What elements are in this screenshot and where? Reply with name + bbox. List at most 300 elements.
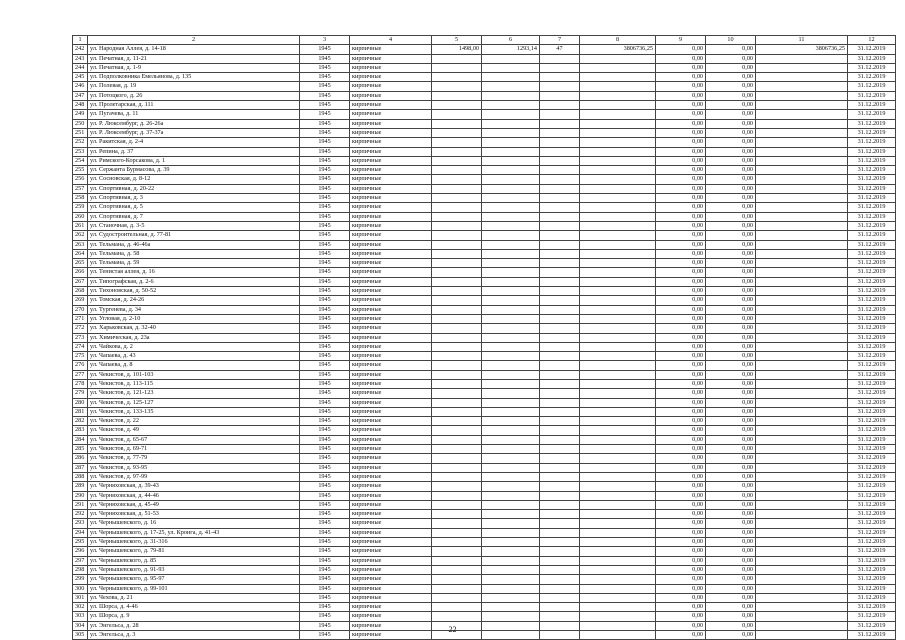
cost-cell	[580, 538, 656, 547]
address-cell: ул. Чернышевского, д. 79-81	[88, 547, 300, 556]
address-cell: ул. Пугачева, д. 11	[88, 110, 300, 119]
residents-cell	[540, 203, 580, 212]
address-cell: ул. Тельмана, д. 59	[88, 259, 300, 268]
row-number-cell: 272	[73, 324, 88, 333]
cost-cell	[580, 203, 656, 212]
cost-cell	[580, 175, 656, 184]
row-number-cell: 288	[73, 472, 88, 481]
fund-1-cell: 0,00	[656, 472, 706, 481]
total-area-cell	[432, 352, 482, 361]
total-cost-cell	[756, 417, 848, 426]
total-area-cell	[432, 166, 482, 175]
fund-2-cell: 0,00	[706, 91, 756, 100]
address-cell: ул. Римского-Корсакова, д. 1	[88, 156, 300, 165]
year-built-cell: 1945	[300, 119, 350, 128]
address-cell: ул. Черняховская, д. 45-49	[88, 500, 300, 509]
total-area-cell	[432, 482, 482, 491]
row-number-cell: 246	[73, 82, 88, 91]
address-cell: ул. Сержанта Бурмасова, д. 39	[88, 166, 300, 175]
row-number-cell: 291	[73, 500, 88, 509]
living-area-cell	[482, 63, 540, 72]
living-area-cell	[482, 593, 540, 602]
residents-cell	[540, 73, 580, 82]
deadline-cell: 31.12.2019	[848, 603, 896, 612]
cost-cell	[580, 370, 656, 379]
total-cost-cell	[756, 593, 848, 602]
address-cell: ул. Чапаева, д. 43	[88, 352, 300, 361]
living-area-cell	[482, 389, 540, 398]
total-cost-cell	[756, 491, 848, 500]
row-number-cell: 245	[73, 73, 88, 82]
col-header-5: 5	[432, 36, 482, 45]
deadline-cell: 31.12.2019	[848, 454, 896, 463]
deadline-cell: 31.12.2019	[848, 575, 896, 584]
fund-2-cell: 0,00	[706, 314, 756, 323]
fund-1-cell: 0,00	[656, 203, 706, 212]
fund-1-cell: 0,00	[656, 519, 706, 528]
table-row	[73, 101, 896, 110]
wall-material-cell: кирпичные	[350, 342, 432, 351]
cost-cell	[580, 249, 656, 258]
row-number-cell: 286	[73, 454, 88, 463]
address-cell: ул. Энгельса, д. 3	[88, 631, 300, 640]
wall-material-cell: кирпичные	[350, 445, 432, 454]
residents-cell	[540, 277, 580, 286]
fund-2-cell: 0,00	[706, 166, 756, 175]
table-row	[73, 426, 896, 435]
row-number-cell: 294	[73, 528, 88, 537]
wall-material-cell: кирпичные	[350, 491, 432, 500]
address-cell: ул. Чекистов, д. 125-127	[88, 398, 300, 407]
row-number-cell: 273	[73, 333, 88, 342]
wall-material-cell: кирпичные	[350, 538, 432, 547]
total-cost-cell	[756, 268, 848, 277]
total-area-cell	[432, 407, 482, 416]
total-area-cell	[432, 296, 482, 305]
deadline-cell: 31.12.2019	[848, 370, 896, 379]
year-built-cell: 1945	[300, 212, 350, 221]
total-area-cell: 1498,00	[432, 45, 482, 54]
address-cell: ул. Тельмана, д. 46-46а	[88, 240, 300, 249]
address-cell: ул. Чекистов, д. 133-135	[88, 407, 300, 416]
table-row	[73, 138, 896, 147]
living-area-cell	[482, 268, 540, 277]
table-row	[73, 119, 896, 128]
deadline-cell: 31.12.2019	[848, 119, 896, 128]
year-built-cell: 1945	[300, 389, 350, 398]
table-row	[73, 45, 896, 54]
fund-2-cell: 0,00	[706, 342, 756, 351]
fund-2-cell: 0,00	[706, 538, 756, 547]
living-area-cell	[482, 166, 540, 175]
cost-cell	[580, 463, 656, 472]
fund-2-cell: 0,00	[706, 138, 756, 147]
row-number-cell: 266	[73, 268, 88, 277]
table-row	[73, 110, 896, 119]
wall-material-cell: кирпичные	[350, 203, 432, 212]
table-row	[73, 472, 896, 481]
table-row	[73, 305, 896, 314]
wall-material-cell: кирпичные	[350, 379, 432, 388]
total-cost-cell	[756, 296, 848, 305]
fund-2-cell: 0,00	[706, 407, 756, 416]
fund-1-cell: 0,00	[656, 538, 706, 547]
year-built-cell: 1945	[300, 91, 350, 100]
row-number-cell: 261	[73, 221, 88, 230]
year-built-cell: 1945	[300, 184, 350, 193]
fund-1-cell: 0,00	[656, 426, 706, 435]
year-built-cell: 1945	[300, 519, 350, 528]
residents-cell	[540, 63, 580, 72]
living-area-cell	[482, 101, 540, 110]
year-built-cell: 1945	[300, 138, 350, 147]
cost-cell	[580, 138, 656, 147]
fund-1-cell: 0,00	[656, 101, 706, 110]
cost-cell	[580, 324, 656, 333]
fund-2-cell: 0,00	[706, 128, 756, 137]
year-built-cell: 1945	[300, 175, 350, 184]
row-number-cell: 279	[73, 389, 88, 398]
deadline-cell: 31.12.2019	[848, 631, 896, 640]
row-number-cell: 302	[73, 603, 88, 612]
fund-1-cell: 0,00	[656, 528, 706, 537]
living-area-cell	[482, 361, 540, 370]
wall-material-cell: кирпичные	[350, 147, 432, 156]
residents-cell	[540, 538, 580, 547]
wall-material-cell: кирпичные	[350, 324, 432, 333]
total-cost-cell	[756, 259, 848, 268]
address-cell: ул. Печатная, д. 11-21	[88, 54, 300, 63]
total-cost-cell	[756, 519, 848, 528]
total-area-cell	[432, 463, 482, 472]
deadline-cell: 31.12.2019	[848, 352, 896, 361]
total-cost-cell	[756, 324, 848, 333]
year-built-cell: 1945	[300, 445, 350, 454]
fund-2-cell: 0,00	[706, 379, 756, 388]
table-row	[73, 212, 896, 221]
living-area-cell	[482, 277, 540, 286]
address-cell: ул. Химическая, д. 23а	[88, 333, 300, 342]
residents-cell	[540, 491, 580, 500]
wall-material-cell: кирпичные	[350, 296, 432, 305]
total-area-cell	[432, 277, 482, 286]
address-cell: ул. Шорса, д. 4-46	[88, 603, 300, 612]
cost-cell	[580, 575, 656, 584]
total-area-cell	[432, 194, 482, 203]
year-built-cell: 1945	[300, 547, 350, 556]
residents-cell	[540, 184, 580, 193]
fund-2-cell: 0,00	[706, 333, 756, 342]
living-area-cell	[482, 426, 540, 435]
fund-2-cell: 0,00	[706, 417, 756, 426]
fund-1-cell: 0,00	[656, 166, 706, 175]
fund-2-cell: 0,00	[706, 435, 756, 444]
year-built-cell: 1945	[300, 54, 350, 63]
row-number-cell: 262	[73, 231, 88, 240]
row-number-cell: 277	[73, 370, 88, 379]
fund-2-cell: 0,00	[706, 296, 756, 305]
fund-1-cell: 0,00	[656, 500, 706, 509]
year-built-cell: 1945	[300, 82, 350, 91]
row-number-cell: 284	[73, 435, 88, 444]
residents-cell	[540, 166, 580, 175]
year-built-cell: 1945	[300, 147, 350, 156]
total-area-cell	[432, 491, 482, 500]
table-row	[73, 584, 896, 593]
living-area-cell	[482, 119, 540, 128]
fund-2-cell: 0,00	[706, 324, 756, 333]
address-cell: ул. Черняховская, д. 51-53	[88, 510, 300, 519]
total-area-cell	[432, 259, 482, 268]
fund-2-cell: 0,00	[706, 445, 756, 454]
total-area-cell	[432, 565, 482, 574]
row-number-cell: 276	[73, 361, 88, 370]
fund-1-cell: 0,00	[656, 389, 706, 398]
fund-1-cell: 0,00	[656, 398, 706, 407]
fund-2-cell: 0,00	[706, 119, 756, 128]
cost-cell	[580, 231, 656, 240]
living-area-cell	[482, 510, 540, 519]
deadline-cell: 31.12.2019	[848, 156, 896, 165]
cost-cell	[580, 184, 656, 193]
deadline-cell: 31.12.2019	[848, 342, 896, 351]
wall-material-cell: кирпичные	[350, 500, 432, 509]
year-built-cell: 1945	[300, 221, 350, 230]
table-row	[73, 612, 896, 621]
total-area-cell	[432, 612, 482, 621]
year-built-cell: 1945	[300, 398, 350, 407]
total-area-cell	[432, 500, 482, 509]
year-built-cell: 1945	[300, 101, 350, 110]
table-row	[73, 528, 896, 537]
wall-material-cell: кирпичные	[350, 519, 432, 528]
total-area-cell	[432, 435, 482, 444]
address-cell: ул. Энгельса, д. 28	[88, 621, 300, 630]
table-row	[73, 361, 896, 370]
table-row	[73, 54, 896, 63]
total-cost-cell	[756, 454, 848, 463]
row-number-cell: 252	[73, 138, 88, 147]
address-cell: ул. Чернышевского, д. 31-316	[88, 538, 300, 547]
total-cost-cell	[756, 482, 848, 491]
fund-2-cell: 0,00	[706, 194, 756, 203]
row-number-cell: 253	[73, 147, 88, 156]
year-built-cell: 1945	[300, 342, 350, 351]
total-area-cell	[432, 445, 482, 454]
address-cell: ул. Чайкова, д. 2	[88, 342, 300, 351]
total-cost-cell	[756, 166, 848, 175]
cost-cell	[580, 519, 656, 528]
deadline-cell: 31.12.2019	[848, 500, 896, 509]
cost-cell	[580, 352, 656, 361]
year-built-cell: 1945	[300, 491, 350, 500]
year-built-cell: 1945	[300, 333, 350, 342]
residents-cell	[540, 110, 580, 119]
deadline-cell: 31.12.2019	[848, 491, 896, 500]
deadline-cell: 31.12.2019	[848, 621, 896, 630]
wall-material-cell: кирпичные	[350, 240, 432, 249]
total-area-cell	[432, 519, 482, 528]
deadline-cell: 31.12.2019	[848, 324, 896, 333]
total-cost-cell	[756, 575, 848, 584]
deadline-cell: 31.12.2019	[848, 175, 896, 184]
row-number-cell: 297	[73, 556, 88, 565]
col-header-12: 12	[848, 36, 896, 45]
cost-cell	[580, 482, 656, 491]
table-row	[73, 91, 896, 100]
year-built-cell: 1945	[300, 203, 350, 212]
row-number-cell: 258	[73, 194, 88, 203]
fund-1-cell: 0,00	[656, 91, 706, 100]
row-number-cell: 283	[73, 426, 88, 435]
cost-cell	[580, 379, 656, 388]
cost-cell	[580, 240, 656, 249]
year-built-cell: 1945	[300, 575, 350, 584]
total-cost-cell	[756, 63, 848, 72]
cost-cell	[580, 565, 656, 574]
total-cost-cell	[756, 538, 848, 547]
row-number-cell: 299	[73, 575, 88, 584]
fund-1-cell: 0,00	[656, 240, 706, 249]
year-built-cell: 1945	[300, 454, 350, 463]
living-area-cell	[482, 445, 540, 454]
deadline-cell: 31.12.2019	[848, 482, 896, 491]
deadline-cell: 31.12.2019	[848, 82, 896, 91]
table-row	[73, 370, 896, 379]
fund-2-cell: 0,00	[706, 603, 756, 612]
row-number-cell: 300	[73, 584, 88, 593]
residents-cell	[540, 138, 580, 147]
wall-material-cell: кирпичные	[350, 547, 432, 556]
cost-cell	[580, 445, 656, 454]
fund-2-cell: 0,00	[706, 277, 756, 286]
cost-cell	[580, 305, 656, 314]
fund-1-cell: 0,00	[656, 287, 706, 296]
row-number-cell: 305	[73, 631, 88, 640]
total-area-cell	[432, 575, 482, 584]
fund-2-cell: 0,00	[706, 528, 756, 537]
table-row	[73, 194, 896, 203]
year-built-cell: 1945	[300, 500, 350, 509]
row-number-cell: 285	[73, 445, 88, 454]
year-built-cell: 1945	[300, 593, 350, 602]
fund-1-cell: 0,00	[656, 370, 706, 379]
fund-2-cell: 0,00	[706, 249, 756, 258]
fund-2-cell: 0,00	[706, 231, 756, 240]
fund-2-cell: 0,00	[706, 612, 756, 621]
deadline-cell: 31.12.2019	[848, 445, 896, 454]
residents-cell: 47	[540, 45, 580, 54]
fund-1-cell: 0,00	[656, 379, 706, 388]
residents-cell	[540, 528, 580, 537]
residents-cell	[540, 519, 580, 528]
fund-1-cell: 0,00	[656, 184, 706, 193]
col-header-6: 6	[482, 36, 540, 45]
fund-2-cell: 0,00	[706, 268, 756, 277]
wall-material-cell: кирпичные	[350, 110, 432, 119]
residents-cell	[540, 575, 580, 584]
total-cost-cell	[756, 379, 848, 388]
living-area-cell	[482, 333, 540, 342]
living-area-cell	[482, 482, 540, 491]
fund-1-cell: 0,00	[656, 45, 706, 54]
cost-cell	[580, 417, 656, 426]
wall-material-cell: кирпичные	[350, 621, 432, 630]
row-number-cell: 295	[73, 538, 88, 547]
total-area-cell	[432, 249, 482, 258]
total-cost-cell	[756, 203, 848, 212]
table-row	[73, 314, 896, 323]
deadline-cell: 31.12.2019	[848, 249, 896, 258]
total-area-cell	[432, 472, 482, 481]
address-cell: ул. Спортивная, д. 5	[88, 203, 300, 212]
residents-cell	[540, 584, 580, 593]
fund-2-cell: 0,00	[706, 547, 756, 556]
row-number-cell: 304	[73, 621, 88, 630]
fund-1-cell: 0,00	[656, 510, 706, 519]
row-number-cell: 271	[73, 314, 88, 323]
fund-1-cell: 0,00	[656, 482, 706, 491]
address-cell: ул. Чернышевского, д. 85	[88, 556, 300, 565]
residents-cell	[540, 435, 580, 444]
living-area-cell	[482, 156, 540, 165]
residents-cell	[540, 500, 580, 509]
fund-2-cell: 0,00	[706, 175, 756, 184]
living-area-cell	[482, 314, 540, 323]
wall-material-cell: кирпичные	[350, 277, 432, 286]
table-row	[73, 398, 896, 407]
total-cost-cell	[756, 426, 848, 435]
fund-1-cell: 0,00	[656, 231, 706, 240]
total-area-cell	[432, 221, 482, 230]
fund-1-cell: 0,00	[656, 565, 706, 574]
wall-material-cell: кирпичные	[350, 91, 432, 100]
residents-cell	[540, 361, 580, 370]
year-built-cell: 1945	[300, 259, 350, 268]
living-area-cell	[482, 491, 540, 500]
living-area-cell	[482, 138, 540, 147]
total-cost-cell	[756, 333, 848, 342]
address-cell: ул. Потоцкого, д. 26	[88, 91, 300, 100]
cost-cell	[580, 556, 656, 565]
address-cell: ул. Репина, д. 37	[88, 147, 300, 156]
total-cost-cell	[756, 435, 848, 444]
address-cell: ул. Чекистов, д. 101-103	[88, 370, 300, 379]
year-built-cell: 1945	[300, 268, 350, 277]
fund-2-cell: 0,00	[706, 221, 756, 230]
table-row	[73, 417, 896, 426]
table-row	[73, 565, 896, 574]
wall-material-cell: кирпичные	[350, 259, 432, 268]
living-area-cell	[482, 305, 540, 314]
residents-cell	[540, 352, 580, 361]
year-built-cell: 1945	[300, 361, 350, 370]
wall-material-cell: кирпичные	[350, 407, 432, 416]
residents-cell	[540, 259, 580, 268]
page-number: 22	[448, 625, 457, 634]
cost-cell	[580, 277, 656, 286]
row-number-cell: 244	[73, 63, 88, 72]
table-row	[73, 82, 896, 91]
total-cost-cell	[756, 128, 848, 137]
living-area-cell	[482, 547, 540, 556]
living-area-cell	[482, 407, 540, 416]
address-cell: ул. Тенистая аллея, д. 16	[88, 268, 300, 277]
living-area-cell	[482, 342, 540, 351]
table-row	[73, 249, 896, 258]
fund-1-cell: 0,00	[656, 491, 706, 500]
cost-cell	[580, 361, 656, 370]
